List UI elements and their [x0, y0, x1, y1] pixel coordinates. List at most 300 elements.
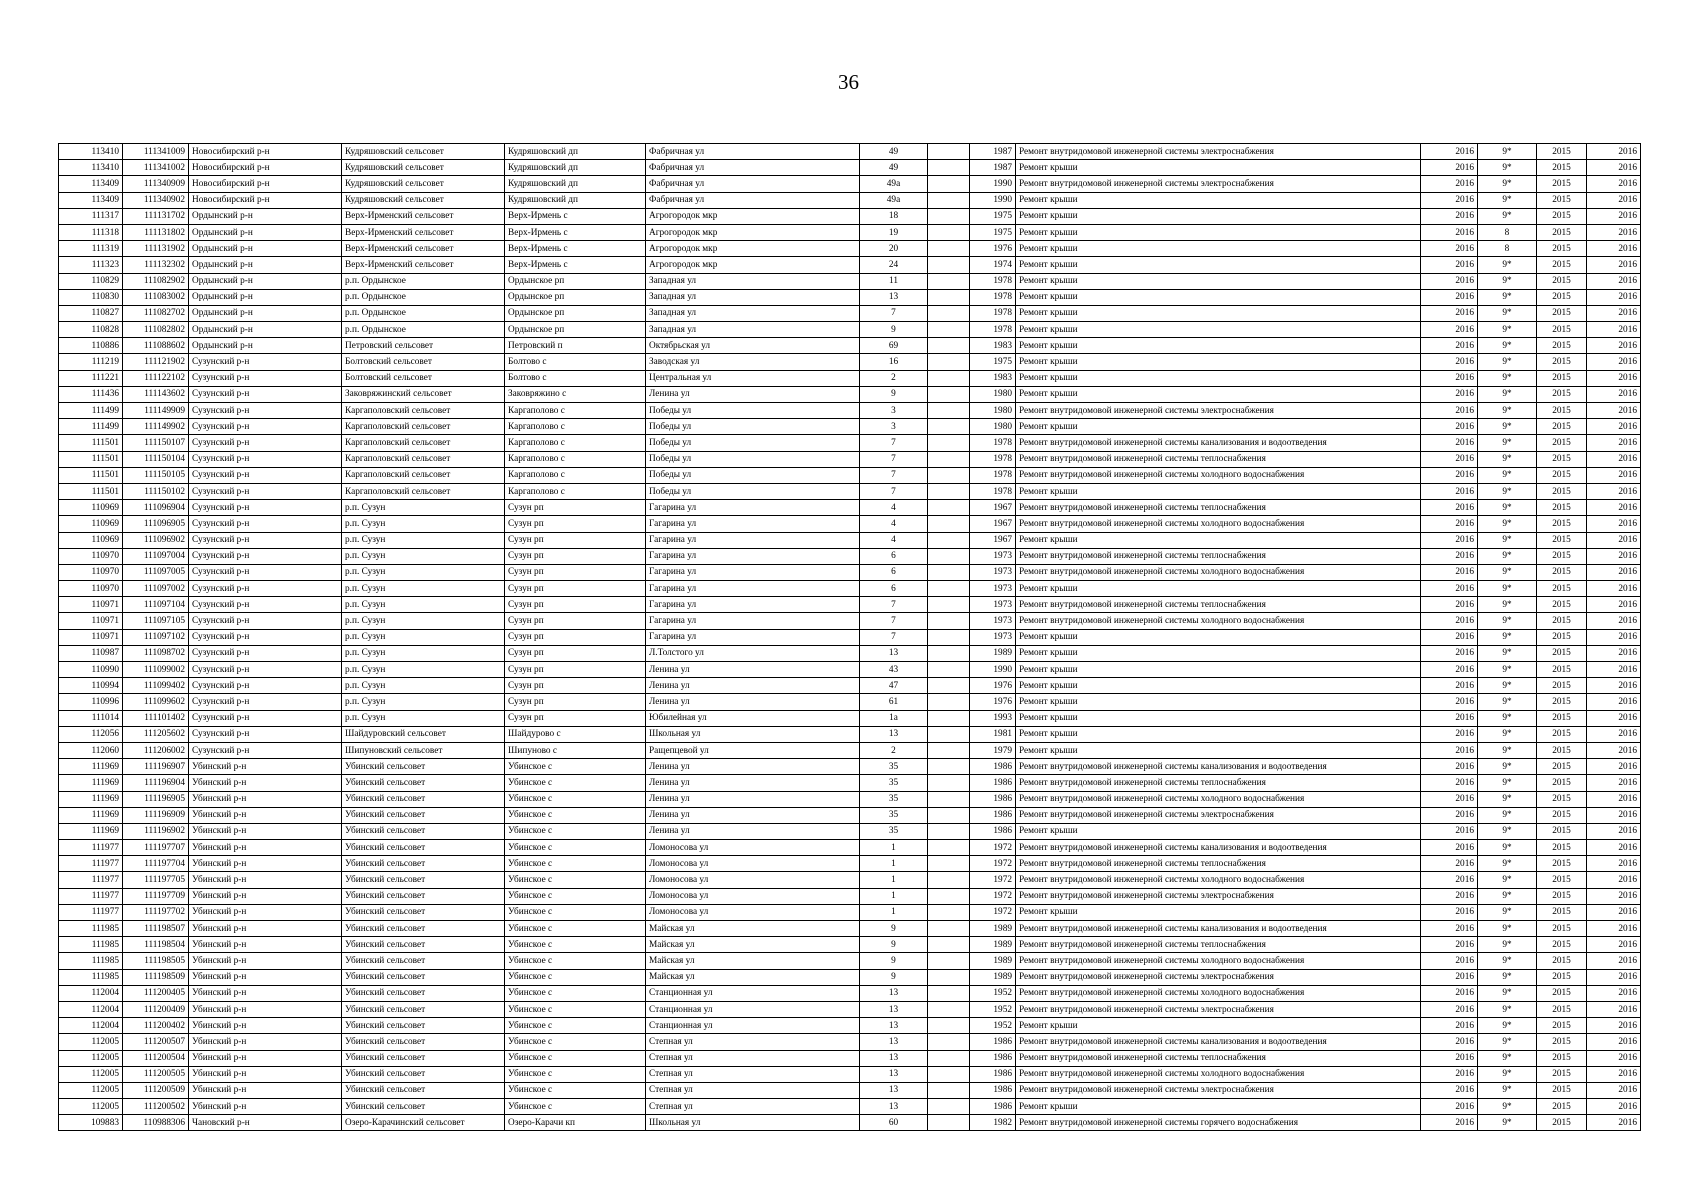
cell-priority: 9* [1478, 370, 1537, 386]
table-row [59, 645, 1641, 661]
cell-year: 1983 [970, 338, 1016, 354]
cell-period-to: 2016 [1587, 532, 1641, 548]
cell-building [928, 921, 970, 937]
cell-building [928, 1099, 970, 1115]
cell-house: 13 [860, 1050, 928, 1066]
cell-period-to: 2016 [1587, 176, 1641, 192]
table-row [59, 953, 1641, 969]
cell-period-to: 2016 [1587, 338, 1641, 354]
cell-year: 1986 [970, 759, 1016, 775]
cell-settlement: Ордынское рп [505, 289, 646, 305]
cell-code: 111196907 [123, 759, 189, 775]
cell-plan-year: 2016 [1421, 224, 1478, 240]
cell-municipality: Убинский сельсовет [342, 1099, 505, 1115]
cell-work: Ремонт внутридомовой инженерной системы теплоснабжения [1016, 597, 1421, 613]
cell-settlement: Убинское с [505, 1050, 646, 1066]
cell-building [928, 322, 970, 338]
cell-year: 1972 [970, 856, 1016, 872]
cell-work: Ремонт крыши [1016, 532, 1421, 548]
cell-priority: 9* [1478, 969, 1537, 985]
cell-building [928, 710, 970, 726]
cell-plan-year: 2016 [1421, 338, 1478, 354]
cell-municipality: р.п. Сузун [342, 629, 505, 645]
cell-year: 1978 [970, 273, 1016, 289]
cell-period-from: 2015 [1537, 645, 1587, 661]
cell-building [928, 338, 970, 354]
cell-period-from: 2015 [1537, 1034, 1587, 1050]
cell-plan-year: 2016 [1421, 305, 1478, 321]
cell-municipality: Болтовский сельсовет [342, 370, 505, 386]
cell-year: 1986 [970, 1099, 1016, 1115]
cell-work: Ремонт внутридомовой инженерной системы холодного водоснабжения [1016, 791, 1421, 807]
cell-street: Центральная ул [646, 370, 860, 386]
cell-municipality: Убинский сельсовет [342, 807, 505, 823]
cell-street: Гагарина ул [646, 581, 860, 597]
cell-district: Сузунский р-н [189, 710, 342, 726]
cell-priority: 9* [1478, 726, 1537, 742]
cell-street: Фабричная ул [646, 192, 860, 208]
cell-street: Станционная ул [646, 1018, 860, 1034]
cell-period-to: 2016 [1587, 888, 1641, 904]
cell-plan-year: 2016 [1421, 629, 1478, 645]
cell-id: 112005 [59, 1050, 123, 1066]
cell-year: 1974 [970, 257, 1016, 273]
cell-plan-year: 2016 [1421, 1082, 1478, 1098]
cell-settlement: Ордынское рп [505, 322, 646, 338]
cell-street: Степная ул [646, 1099, 860, 1115]
cell-street: Ломоносова ул [646, 840, 860, 856]
cell-year: 1978 [970, 451, 1016, 467]
cell-period-from: 2015 [1537, 564, 1587, 580]
cell-street: Ленина ул [646, 678, 860, 694]
cell-period-to: 2016 [1587, 419, 1641, 435]
cell-year: 1973 [970, 548, 1016, 564]
cell-street: Фабричная ул [646, 176, 860, 192]
cell-plan-year: 2016 [1421, 386, 1478, 402]
cell-building [928, 759, 970, 775]
cell-plan-year: 2016 [1421, 241, 1478, 257]
cell-plan-year: 2016 [1421, 289, 1478, 305]
cell-priority: 9* [1478, 548, 1537, 564]
cell-work: Ремонт крыши [1016, 208, 1421, 224]
cell-house: 4 [860, 500, 928, 516]
cell-period-from: 2015 [1537, 969, 1587, 985]
cell-building [928, 823, 970, 839]
cell-work: Ремонт крыши [1016, 370, 1421, 386]
cell-priority: 9* [1478, 613, 1537, 629]
cell-period-from: 2015 [1537, 532, 1587, 548]
cell-building [928, 953, 970, 969]
cell-municipality: Кудряшовский сельсовет [342, 192, 505, 208]
cell-house: 7 [860, 597, 928, 613]
cell-street: Западная ул [646, 322, 860, 338]
cell-street: Гагарина ул [646, 532, 860, 548]
cell-work: Ремонт крыши [1016, 386, 1421, 402]
cell-building [928, 840, 970, 856]
cell-house: 7 [860, 305, 928, 321]
cell-period-to: 2016 [1587, 613, 1641, 629]
table-row [59, 823, 1641, 839]
cell-house: 16 [860, 354, 928, 370]
cell-building [928, 597, 970, 613]
cell-code: 111341009 [123, 144, 189, 160]
cell-code: 111099602 [123, 694, 189, 710]
cell-building [928, 791, 970, 807]
cell-street: Ломоносова ул [646, 872, 860, 888]
cell-settlement: Сузун рп [505, 500, 646, 516]
table-row [59, 1115, 1641, 1131]
cell-year: 1972 [970, 888, 1016, 904]
cell-year: 1973 [970, 581, 1016, 597]
cell-id: 112005 [59, 1099, 123, 1115]
cell-municipality: р.п. Ордынское [342, 273, 505, 289]
cell-street: Агрогородок мкр [646, 241, 860, 257]
cell-settlement: Кудряшовский дп [505, 176, 646, 192]
cell-period-from: 2015 [1537, 856, 1587, 872]
cell-settlement: Убинское с [505, 969, 646, 985]
cell-period-from: 2015 [1537, 370, 1587, 386]
cell-settlement: Сузун рп [505, 694, 646, 710]
cell-municipality: Убинский сельсовет [342, 937, 505, 953]
cell-priority: 9* [1478, 257, 1537, 273]
cell-priority: 9* [1478, 678, 1537, 694]
cell-settlement: Сузун рп [505, 613, 646, 629]
cell-settlement: Убинское с [505, 953, 646, 969]
cell-id: 110828 [59, 322, 123, 338]
table-row [59, 678, 1641, 694]
table-row [59, 192, 1641, 208]
table-row [59, 807, 1641, 823]
cell-period-to: 2016 [1587, 856, 1641, 872]
cell-code: 111196902 [123, 823, 189, 839]
cell-id: 111969 [59, 775, 123, 791]
cell-house: 13 [860, 1001, 928, 1017]
cell-municipality: Верх-Ирменский сельсовет [342, 208, 505, 224]
cell-municipality: р.п. Сузун [342, 645, 505, 661]
table-row [59, 726, 1641, 742]
cell-period-from: 2015 [1537, 678, 1587, 694]
cell-work: Ремонт крыши [1016, 823, 1421, 839]
cell-id: 111977 [59, 872, 123, 888]
cell-period-from: 2015 [1537, 597, 1587, 613]
cell-street: Гагарина ул [646, 597, 860, 613]
cell-year: 1987 [970, 144, 1016, 160]
table-row [59, 742, 1641, 758]
cell-period-to: 2016 [1587, 208, 1641, 224]
cell-settlement: Кудряшовский дп [505, 192, 646, 208]
cell-code: 111200402 [123, 1018, 189, 1034]
cell-street: Фабричная ул [646, 160, 860, 176]
cell-period-from: 2015 [1537, 224, 1587, 240]
cell-municipality: Убинский сельсовет [342, 823, 505, 839]
table-row [59, 483, 1641, 499]
cell-plan-year: 2016 [1421, 1066, 1478, 1082]
cell-code: 111097105 [123, 613, 189, 629]
cell-house: 13 [860, 1066, 928, 1082]
cell-work: Ремонт крыши [1016, 305, 1421, 321]
cell-house: 1 [860, 840, 928, 856]
cell-id: 111501 [59, 467, 123, 483]
cell-priority: 9* [1478, 1082, 1537, 1098]
cell-id: 110970 [59, 564, 123, 580]
cell-work: Ремонт крыши [1016, 419, 1421, 435]
cell-street: Ленина ул [646, 823, 860, 839]
cell-district: Сузунский р-н [189, 613, 342, 629]
cell-period-to: 2016 [1587, 694, 1641, 710]
cell-code: 111341002 [123, 160, 189, 176]
cell-priority: 9* [1478, 710, 1537, 726]
cell-period-to: 2016 [1587, 840, 1641, 856]
cell-house: 7 [860, 629, 928, 645]
table-row [59, 1099, 1641, 1115]
cell-building [928, 435, 970, 451]
cell-district: Убинский р-н [189, 1099, 342, 1115]
cell-building [928, 483, 970, 499]
cell-period-from: 2015 [1537, 613, 1587, 629]
cell-plan-year: 2016 [1421, 1034, 1478, 1050]
cell-period-to: 2016 [1587, 144, 1641, 160]
cell-district: Сузунский р-н [189, 386, 342, 402]
cell-district: Сузунский р-н [189, 419, 342, 435]
cell-street: Фабричная ул [646, 144, 860, 160]
cell-period-from: 2015 [1537, 483, 1587, 499]
cell-work: Ремонт крыши [1016, 1099, 1421, 1115]
cell-year: 1967 [970, 532, 1016, 548]
cell-work: Ремонт внутридомовой инженерной системы холодного водоснабжения [1016, 467, 1421, 483]
cell-street: Победы ул [646, 435, 860, 451]
cell-period-to: 2016 [1587, 662, 1641, 678]
cell-id: 110829 [59, 273, 123, 289]
cell-municipality: Озеро-Карачинский сельсовет [342, 1115, 505, 1131]
cell-priority: 9* [1478, 775, 1537, 791]
cell-code: 111340909 [123, 176, 189, 192]
cell-street: Ращепцевой ул [646, 742, 860, 758]
cell-district: Сузунский р-н [189, 597, 342, 613]
cell-street: Майская ул [646, 921, 860, 937]
cell-building [928, 467, 970, 483]
cell-municipality: р.п. Сузун [342, 548, 505, 564]
cell-plan-year: 2016 [1421, 467, 1478, 483]
cell-street: Агрогородок мкр [646, 208, 860, 224]
page-number: 36 [838, 70, 859, 94]
cell-district: Сузунский р-н [189, 548, 342, 564]
cell-plan-year: 2016 [1421, 564, 1478, 580]
cell-period-to: 2016 [1587, 807, 1641, 823]
cell-period-from: 2015 [1537, 1001, 1587, 1017]
cell-work: Ремонт внутридомовой инженерной системы электроснабжения [1016, 1082, 1421, 1098]
cell-period-from: 2015 [1537, 419, 1587, 435]
cell-house: 2 [860, 370, 928, 386]
cell-building [928, 613, 970, 629]
cell-building [928, 403, 970, 419]
cell-municipality: Каргаполовский сельсовет [342, 467, 505, 483]
cell-work: Ремонт крыши [1016, 322, 1421, 338]
cell-work: Ремонт внутридомовой инженерной системы канализования и водоотведения [1016, 435, 1421, 451]
cell-code: 111088602 [123, 338, 189, 354]
cell-street: Школьная ул [646, 1115, 860, 1131]
cell-settlement: Убинское с [505, 985, 646, 1001]
cell-municipality: Каргаполовский сельсовет [342, 483, 505, 499]
cell-id: 111969 [59, 807, 123, 823]
cell-code: 111197709 [123, 888, 189, 904]
cell-id: 113409 [59, 176, 123, 192]
cell-year: 1952 [970, 985, 1016, 1001]
cell-settlement: Шайдурово с [505, 726, 646, 742]
cell-id: 112004 [59, 1001, 123, 1017]
cell-district: Убинский р-н [189, 840, 342, 856]
cell-priority: 9* [1478, 192, 1537, 208]
cell-code: 111205602 [123, 726, 189, 742]
cell-priority: 9* [1478, 532, 1537, 548]
cell-code: 111200505 [123, 1066, 189, 1082]
cell-street: Ленина ул [646, 694, 860, 710]
cell-plan-year: 2016 [1421, 192, 1478, 208]
table-row [59, 500, 1641, 516]
cell-district: Сузунский р-н [189, 403, 342, 419]
cell-building [928, 807, 970, 823]
cell-plan-year: 2016 [1421, 759, 1478, 775]
cell-period-to: 2016 [1587, 1115, 1641, 1131]
cell-building [928, 273, 970, 289]
cell-year: 1989 [970, 969, 1016, 985]
cell-street: Гагарина ул [646, 629, 860, 645]
cell-plan-year: 2016 [1421, 548, 1478, 564]
cell-street: Ломоносова ул [646, 856, 860, 872]
cell-settlement: Убинское с [505, 840, 646, 856]
cell-priority: 9* [1478, 1050, 1537, 1066]
cell-plan-year: 2016 [1421, 840, 1478, 856]
cell-municipality: Верх-Ирменский сельсовет [342, 224, 505, 240]
cell-period-from: 2015 [1537, 1115, 1587, 1131]
cell-district: Убинский р-н [189, 969, 342, 985]
cell-house: 60 [860, 1115, 928, 1131]
cell-settlement: Убинское с [505, 904, 646, 920]
cell-house: 19 [860, 224, 928, 240]
cell-house: 13 [860, 289, 928, 305]
cell-id: 111501 [59, 483, 123, 499]
cell-house: 6 [860, 581, 928, 597]
cell-work: Ремонт внутридомовой инженерной системы холодного водоснабжения [1016, 564, 1421, 580]
cell-work: Ремонт крыши [1016, 192, 1421, 208]
cell-house: 9 [860, 953, 928, 969]
cell-house: 9 [860, 386, 928, 402]
cell-house: 13 [860, 1034, 928, 1050]
cell-plan-year: 2016 [1421, 273, 1478, 289]
cell-period-from: 2015 [1537, 581, 1587, 597]
cell-period-to: 2016 [1587, 370, 1641, 386]
cell-period-to: 2016 [1587, 969, 1641, 985]
cell-period-to: 2016 [1587, 257, 1641, 273]
cell-period-to: 2016 [1587, 742, 1641, 758]
cell-settlement: Каргаполово с [505, 451, 646, 467]
cell-district: Убинский р-н [189, 1001, 342, 1017]
cell-period-to: 2016 [1587, 354, 1641, 370]
cell-district: Убинский р-н [189, 985, 342, 1001]
cell-plan-year: 2016 [1421, 807, 1478, 823]
cell-priority: 9* [1478, 500, 1537, 516]
table-row [59, 597, 1641, 613]
cell-street: Гагарина ул [646, 564, 860, 580]
cell-code: 111197707 [123, 840, 189, 856]
cell-house: 20 [860, 241, 928, 257]
cell-id: 111499 [59, 403, 123, 419]
cell-id: 111969 [59, 791, 123, 807]
cell-code: 111149909 [123, 403, 189, 419]
cell-house: 61 [860, 694, 928, 710]
cell-building [928, 629, 970, 645]
table-row [59, 160, 1641, 176]
cell-year: 1986 [970, 807, 1016, 823]
cell-id: 111985 [59, 937, 123, 953]
cell-building [928, 726, 970, 742]
cell-building [928, 386, 970, 402]
cell-year: 1976 [970, 694, 1016, 710]
cell-plan-year: 2016 [1421, 791, 1478, 807]
cell-year: 1983 [970, 370, 1016, 386]
cell-building [928, 516, 970, 532]
cell-building [928, 985, 970, 1001]
cell-priority: 9* [1478, 742, 1537, 758]
cell-work: Ремонт внутридомовой инженерной системы электроснабжения [1016, 144, 1421, 160]
cell-municipality: Убинский сельсовет [342, 953, 505, 969]
cell-district: Убинский р-н [189, 937, 342, 953]
cell-priority: 9* [1478, 176, 1537, 192]
cell-id: 111977 [59, 888, 123, 904]
cell-house: 49 [860, 160, 928, 176]
cell-plan-year: 2016 [1421, 694, 1478, 710]
cell-code: 111097002 [123, 581, 189, 597]
table-row [59, 969, 1641, 985]
cell-settlement: Верх-Ирмень с [505, 241, 646, 257]
cell-year: 1976 [970, 241, 1016, 257]
cell-code: 111131702 [123, 208, 189, 224]
cell-municipality: Убинский сельсовет [342, 1034, 505, 1050]
cell-work: Ремонт внутридомовой инженерной системы теплоснабжения [1016, 500, 1421, 516]
table-row [59, 289, 1641, 305]
cell-municipality: Убинский сельсовет [342, 759, 505, 775]
cell-code: 111196905 [123, 791, 189, 807]
table-row [59, 403, 1641, 419]
cell-period-from: 2015 [1537, 1082, 1587, 1098]
cell-settlement: Убинское с [505, 1018, 646, 1034]
table-row [59, 564, 1641, 580]
cell-id: 111499 [59, 419, 123, 435]
cell-work: Ремонт внутридомовой инженерной системы холодного водоснабжения [1016, 953, 1421, 969]
cell-house: 2 [860, 742, 928, 758]
table-row [59, 921, 1641, 937]
cell-settlement: Кудряшовский дп [505, 160, 646, 176]
cell-district: Сузунский р-н [189, 435, 342, 451]
cell-id: 112004 [59, 1018, 123, 1034]
cell-settlement: Убинское с [505, 1034, 646, 1050]
cell-municipality: Убинский сельсовет [342, 872, 505, 888]
cell-period-to: 2016 [1587, 791, 1641, 807]
cell-period-from: 2015 [1537, 726, 1587, 742]
cell-period-from: 2015 [1537, 872, 1587, 888]
cell-settlement: Сузун рп [505, 532, 646, 548]
cell-work: Ремонт внутридомовой инженерной системы теплоснабжения [1016, 937, 1421, 953]
cell-id: 111969 [59, 823, 123, 839]
cell-work: Ремонт внутридомовой инженерной системы холодного водоснабжения [1016, 872, 1421, 888]
cell-building [928, 241, 970, 257]
cell-year: 1976 [970, 678, 1016, 694]
cell-year: 1986 [970, 1050, 1016, 1066]
table-row [59, 516, 1641, 532]
cell-period-to: 2016 [1587, 921, 1641, 937]
cell-period-from: 2015 [1537, 904, 1587, 920]
cell-municipality: Убинский сельсовет [342, 1082, 505, 1098]
cell-priority: 9* [1478, 273, 1537, 289]
